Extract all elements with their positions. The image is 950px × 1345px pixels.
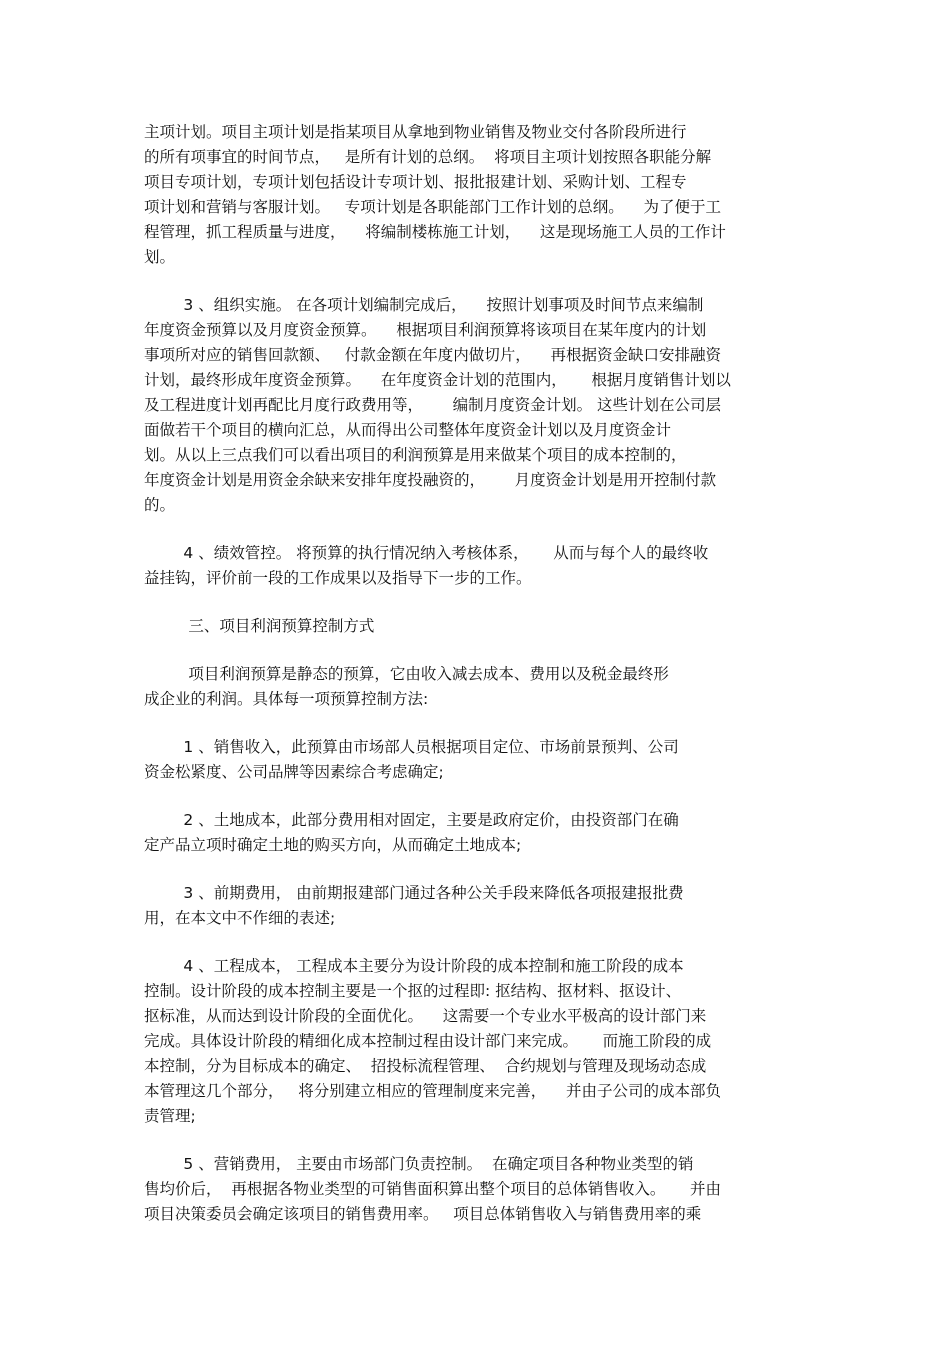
paragraph-line: 及工程进度计划再配比月度行政费用等， 编制月度资金计划。 这些计划在公司层 bbox=[144, 396, 721, 414]
paragraph-line: 用，在本文中不作细的表述; bbox=[144, 909, 336, 927]
paragraph-line: 3 、组织实施。 在各项计划编制完成后， 按照计划事项及时间节点来编制 bbox=[144, 296, 704, 314]
paragraph-line: 1 、销售收入，此预算由市场部人员根据项目定位、市场前景预判、公司 bbox=[144, 738, 679, 756]
paragraph-line: 划。从以上三点我们可以看出项目的利润预算是用来做某个项目的成本控制的， bbox=[144, 446, 687, 464]
paragraph-line: 本管理这几个部分， 将分别建立相应的管理制度来完善， 并由子公司的成本部负 bbox=[144, 1082, 721, 1100]
paragraph-line: 定产品立项时确定土地的购买方向，从而确定土地成本; bbox=[144, 836, 522, 854]
paragraph-line: 事项所对应的销售回款额、 付款金额在年度内做切片， 再根据资金缺口安排融资 bbox=[144, 346, 721, 364]
paragraph-line: 划。 bbox=[144, 248, 176, 266]
paragraph-line: 项目利润预算是静态的预算，它由收入减去成本、费用以及税金最终形 bbox=[144, 665, 669, 683]
paragraph-line: 项目决策委员会确定该项目的销售费用率。 项目总体销售收入与销售费用率的乘 bbox=[144, 1205, 702, 1223]
paragraph-line: 的所有项事宜的时间节点， 是所有计划的总纲。 将项目主项计划按照各职能分解 bbox=[144, 148, 712, 166]
paragraph-line: 主项计划。项目主项计划是指某项目从拿地到物业销售及物业交付各阶段所进行 bbox=[144, 123, 687, 141]
paragraph-line: 售均价后， 再根据各物业类型的可销售面积算出整个项目的总体销售收入。 并由 bbox=[144, 1180, 721, 1198]
paragraph-line: 4 、工程成本， 工程成本主要分为设计阶段的成本控制和施工阶段的成本 bbox=[144, 957, 684, 975]
paragraph-line: 3 、前期费用， 由前期报建部门通过各种公关手段来降低各项报建报批费 bbox=[144, 884, 684, 902]
paragraph-line: 完成。具体设计阶段的精细化成本控制过程由设计部门来完成。 而施工阶段的成 bbox=[144, 1032, 712, 1050]
paragraph-line: 年度资金计划是用资金余缺来安排年度投融资的， 月度资金计划是用开控制付款 bbox=[144, 471, 717, 489]
paragraph-line: 5 、营销费用， 主要由市场部门负责控制。 在确定项目各种物业类型的销 bbox=[144, 1155, 694, 1173]
section-heading: 三、项目利润预算控制方式 bbox=[144, 617, 375, 635]
paragraph-line: 项计划和营销与客服计划。 专项计划是各职能部门工作计划的总纲。 为了便于工 bbox=[144, 198, 721, 216]
paragraph-line: 年度资金预算以及月度资金预算。 根据项目利润预算将该项目在某年度内的计划 bbox=[144, 321, 707, 339]
paragraph-line: 面做若干个项目的横向汇总，从而得出公司整体年度资金计划以及月度资金计 bbox=[144, 421, 672, 439]
paragraph-line: 本控制，分为目标成本的确定、 招投标流程管理、 合约规划与管理及现场动态成 bbox=[144, 1057, 707, 1075]
paragraph-line: 资金松紧度、公司品牌等因素综合考虑确定; bbox=[144, 763, 444, 781]
paragraph-line: 计划，最终形成年度资金预算。 在年度资金计划的范围内， 根据月度销售计划以 bbox=[144, 371, 731, 389]
paragraph-line: 的。 bbox=[144, 496, 176, 514]
paragraph-line: 4 、绩效管控。 将预算的执行情况纳入考核体系， 从而与每个人的最终收 bbox=[144, 544, 709, 562]
paragraph-line: 抠标准，从而达到设计阶段的全面优化。 这需要一个专业水平极高的设计部门来 bbox=[144, 1007, 707, 1025]
paragraph-line: 2 、土地成本，此部分费用相对固定，主要是政府定价，由投资部门在确 bbox=[144, 811, 679, 829]
paragraph-line: 成企业的利润。具体每一项预算控制方法: bbox=[144, 690, 429, 708]
paragraph-line: 程管理，抓工程质量与进度， 将编制楼栋施工计划， 这是现场施工人员的工作计 bbox=[144, 223, 726, 241]
paragraph-line: 责管理; bbox=[144, 1107, 196, 1125]
paragraph-line: 益挂钩，评价前一段的工作成果以及指导下一步的工作。 bbox=[144, 569, 532, 587]
paragraph-line: 项目专项计划，专项计划包括设计专项计划、报批报建计划、采购计划、工程专 bbox=[144, 173, 687, 191]
paragraph-line: 控制。设计阶段的成本控制主要是一个抠的过程即: 抠结构、抠材料、抠设计、 bbox=[144, 982, 682, 1000]
